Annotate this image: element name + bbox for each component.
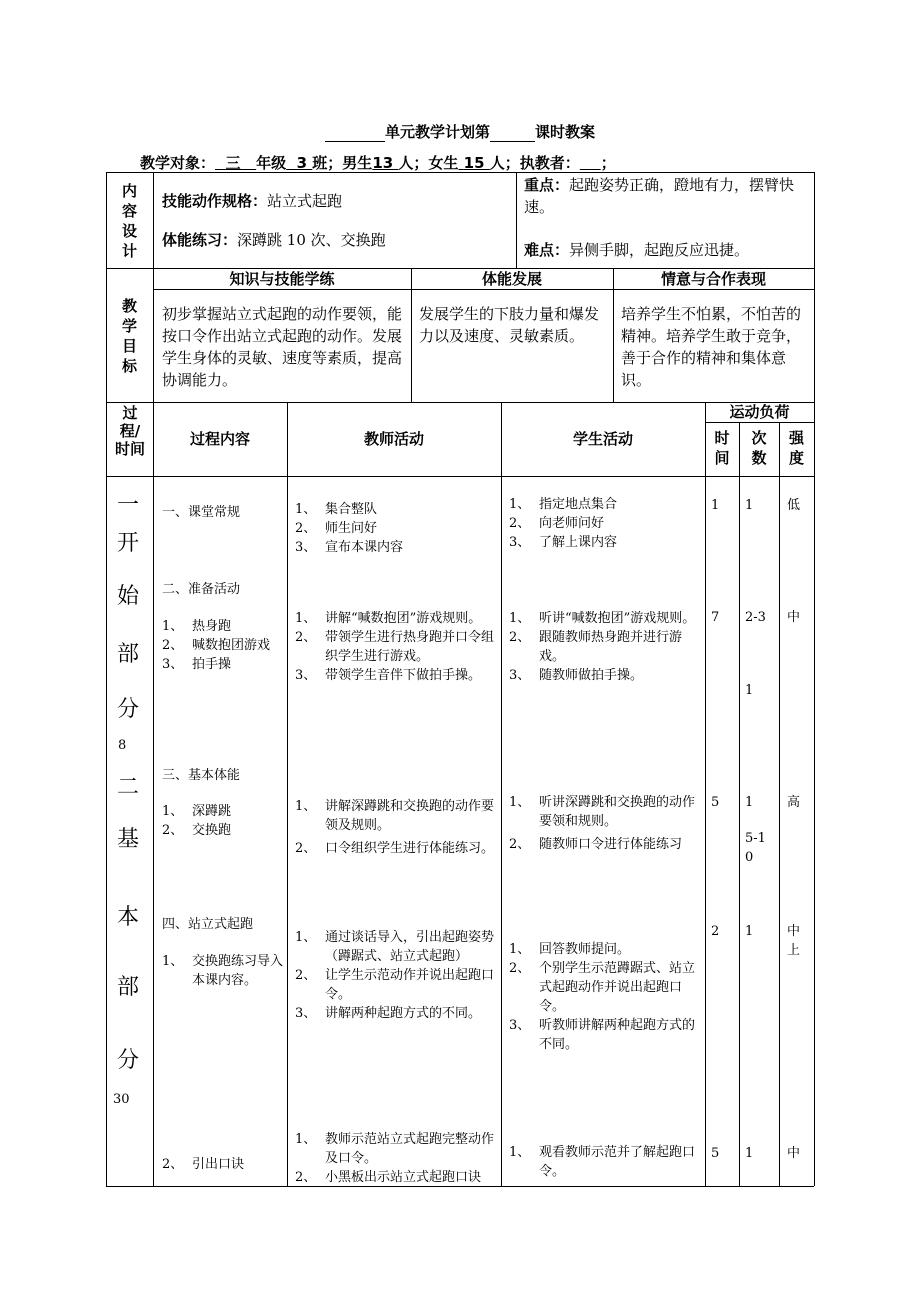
col-count: 次数 — [751, 429, 767, 467]
objective-header-fitness: 体能发展 — [481, 270, 542, 288]
section1-student — [509, 495, 699, 552]
section3-content-items — [162, 802, 284, 840]
objective-header-affect: 情意与合作表现 — [660, 270, 766, 288]
part1-char-1: 一 — [116, 493, 139, 518]
section2-time: 7 — [711, 610, 720, 625]
skill-value: 站立式起跑 — [267, 192, 343, 210]
list-item: 1、 集合整队 — [295, 502, 378, 517]
grade-value: 三 — [225, 154, 241, 172]
teacher-value — [580, 154, 601, 172]
col-content: 过程内容 — [189, 430, 250, 448]
list-item: 2、 让学生示范动作并说出起跑口令。 — [295, 968, 495, 1002]
list-item: 3、 带领学生音伴下做拍手操。 — [295, 668, 482, 683]
title-end: 课时教案 — [535, 123, 596, 141]
section4-time: 2 — [711, 924, 720, 939]
col-process-time: 过程/时间 — [115, 404, 146, 458]
part2-char-2: 基 — [116, 827, 139, 852]
title-blank-2 — [490, 123, 535, 142]
class-label: 班；男生 — [312, 154, 373, 172]
fitness-row — [162, 229, 386, 251]
list-item: 2、 小黑板出示站立式起跑口诀 — [295, 1170, 482, 1185]
section3-time: 5 — [711, 795, 720, 810]
list-item: 1、 通过谈话导入，引出起跑姿势（蹲踞式、站立式起跑） — [295, 930, 495, 964]
boys-label: 人；女生 — [398, 154, 459, 172]
key-value: 起跑姿势正确，蹬地有力，摆臂快速。 — [524, 176, 795, 216]
list-item: 3、 讲解两种起跑方式的不同。 — [295, 1006, 482, 1021]
section2-student — [509, 609, 699, 685]
list-item: 1、 深蹲跳 — [162, 804, 232, 819]
difficulty-label: 难点： — [524, 241, 570, 259]
section3-student — [509, 793, 699, 854]
title-blank-1 — [325, 123, 385, 142]
fitness-label: 体能练习： — [162, 231, 238, 249]
difficulty-value: 异侧手脚，起跑反应迅捷。 — [569, 241, 750, 259]
girls-value: 15 — [463, 154, 485, 172]
part2-char-5: 分 — [116, 1048, 139, 1073]
section4-count: 1 — [745, 924, 754, 939]
col-teacher: 教师活动 — [363, 430, 424, 448]
page-bottom-margin — [0, 1187, 920, 1302]
list-item: 1、 交换跑练习导入本课内容。 — [162, 954, 284, 988]
part1-char-4: 部 — [116, 642, 139, 667]
section1-count: 1 — [745, 498, 754, 513]
section2-count-2: 1 — [745, 683, 754, 698]
section3-count-2: 5-10 — [745, 831, 766, 865]
section2-intensity: 中 — [787, 610, 801, 625]
list-item: 1、 听讲“喊数抱团”游戏规则。 — [509, 611, 696, 626]
key-point — [524, 174, 809, 218]
list-item: 1、 讲解深蹲跳和交换跑的动作要领及规则。 — [295, 799, 495, 833]
section2-teacher — [295, 609, 495, 685]
list-item: 2、 跟随教师热身跑并进行游戏。 — [509, 630, 683, 664]
page-title — [0, 121, 920, 142]
list-item: 2、 师生问好 — [295, 521, 378, 536]
difficulty-point — [524, 239, 809, 261]
line-end: ； — [600, 154, 616, 172]
list-item: 3、 了解上课内容 — [509, 535, 618, 550]
section5-student — [509, 1143, 699, 1181]
skill-row — [162, 190, 342, 212]
part1-char-5: 分 — [116, 697, 139, 722]
part2-char-3: 本 — [116, 905, 139, 930]
list-item: 3、 拍手操 — [162, 657, 232, 672]
objective-knowledge: 初步掌握站立式起跑的动作要领，能按口令作出站立式起跑的动作。发展学生身体的灵敏、速度等素质，提高协调能力。 — [162, 305, 403, 389]
boys-value: 13 — [372, 154, 394, 172]
section2-content-items — [162, 617, 284, 674]
section5-teacher — [295, 1130, 495, 1187]
list-item: 2、 口令组织学生进行体能练习。 — [295, 841, 495, 856]
section2-count: 2-3 — [745, 610, 766, 625]
section4-student — [509, 940, 699, 1054]
list-item: 1、 教师示范站立式起跑完整动作及口令。 — [295, 1132, 495, 1166]
section1-time: 1 — [711, 498, 720, 513]
part2-char-4: 部 — [116, 975, 139, 1000]
grade-label: 年级 — [256, 154, 287, 172]
list-item: 2、 随教师口令进行体能练习 — [509, 837, 683, 852]
girls-label: 人；执教者： — [489, 154, 580, 172]
title-main: 单元教学计划第 — [384, 123, 490, 141]
section2-content-title: 二、准备活动 — [162, 582, 241, 597]
class-info-line — [140, 152, 616, 173]
part2-time: 30 — [113, 1092, 130, 1107]
section5-count: 1 — [745, 1146, 754, 1161]
section4-content-items — [162, 952, 284, 990]
list-item: 3、 听教师讲解两种起跑方式的不同。 — [509, 1018, 696, 1052]
list-item: 2、 个别学生示范蹲踞式、站立式起跑动作并说出起跑口令。 — [509, 961, 696, 1014]
list-item: 1、 热身跑 — [162, 619, 232, 634]
list-item: 2、 向老师问好 — [509, 516, 605, 531]
objectives-label: 教学目标 — [122, 297, 138, 375]
col-student: 学生活动 — [572, 430, 633, 448]
objective-fitness: 发展学生的下肢力量和爆发力以及速度、灵敏素质。 — [419, 305, 600, 345]
section5-intensity: 中 — [787, 1146, 801, 1161]
section3-teacher — [295, 797, 499, 858]
object-label: 教学对象： — [140, 154, 216, 172]
section1-intensity: 低 — [787, 498, 801, 513]
part2-char-1: 二 — [116, 775, 139, 800]
part1-char-2: 开 — [116, 531, 139, 556]
part1-char-3: 始 — [116, 584, 139, 609]
key-label: 重点： — [524, 176, 570, 194]
class-value: 3 — [296, 154, 308, 172]
content-design-label: 内容设计 — [122, 182, 138, 260]
section3-content-title: 三、基本体能 — [162, 768, 241, 783]
section5-time: 5 — [711, 1146, 720, 1161]
objective-header-knowledge: 知识与技能学练 — [229, 270, 335, 288]
list-item: 2、 带领学生进行热身跑并口令组织学生进行游戏。 — [295, 630, 495, 664]
col-load: 运动负荷 — [729, 403, 790, 421]
section1-teacher — [295, 500, 495, 557]
section4-teacher — [295, 928, 495, 1023]
section4-content-title: 四、站立式起跑 — [162, 917, 254, 932]
section5-content-items — [162, 1155, 284, 1174]
list-item: 1、 指定地点集合 — [509, 497, 618, 512]
col-time: 时间 — [714, 429, 730, 467]
list-item: 1、 讲解“喊数抱团”游戏规则。 — [295, 611, 482, 626]
skill-label: 技能动作规格： — [162, 192, 268, 210]
fitness-value: 深蹲跳 10 次、交换跑 — [237, 231, 386, 249]
section3-intensity: 高 — [787, 795, 801, 810]
col-intensity: 强度 — [789, 429, 805, 467]
part1-time: 8 — [118, 738, 127, 753]
list-item: 1、 观看教师示范并了解起跑口令。 — [509, 1145, 696, 1179]
list-item: 2、 引出口诀 — [162, 1157, 245, 1172]
list-item: 2、 交换跑 — [162, 823, 232, 838]
section3-count: 1 — [745, 795, 754, 810]
section4-intensity: 中上 — [787, 924, 801, 958]
list-item: 1、 听讲深蹲跳和交换跑的动作要领和规则。 — [509, 795, 696, 829]
list-item: 3、 随教师做拍手操。 — [509, 668, 644, 683]
objective-affect: 培养学生不怕累，不怕苦的精神。培养学生敢于竞争，善于合作的精神和集体意识。 — [621, 305, 802, 389]
list-item: 3、 宣布本课内容 — [295, 540, 404, 555]
list-item: 1、 回答教师提问。 — [509, 942, 631, 957]
section1-content-title: 一、课堂常规 — [162, 505, 241, 520]
list-item: 2、 喊数抱团游戏 — [162, 638, 271, 653]
